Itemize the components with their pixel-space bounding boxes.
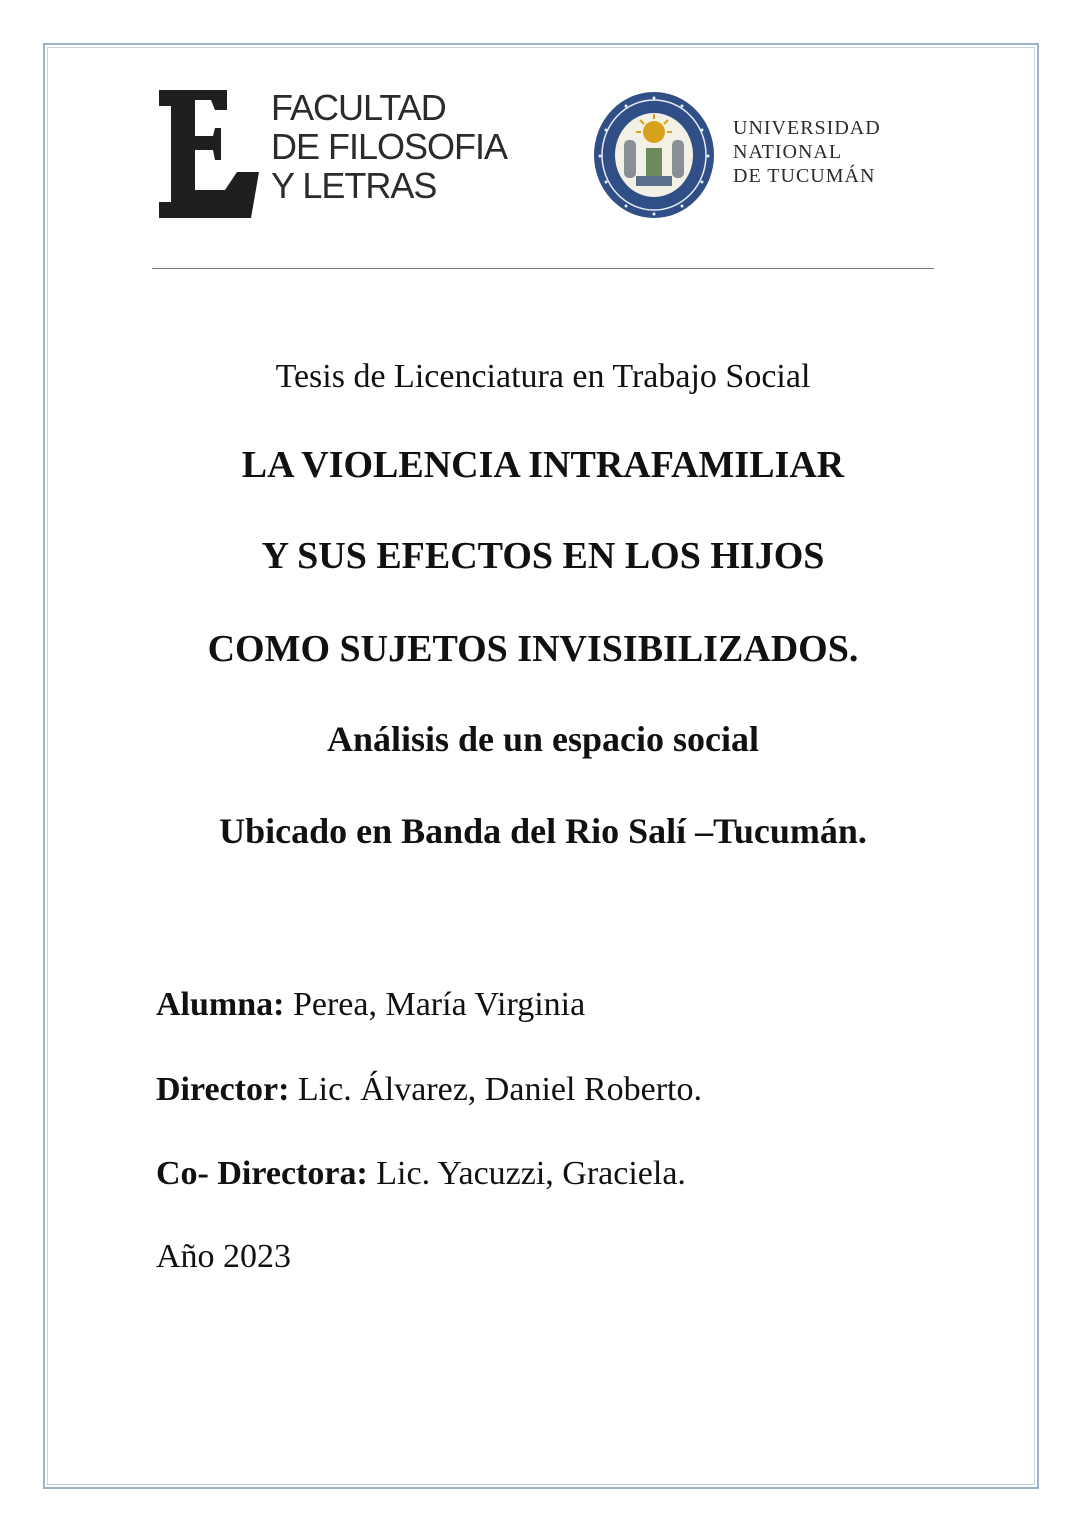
title-line-5: Ubicado en Banda del Rio Salí –Tucumán. <box>219 811 867 851</box>
title-line-1: LA VIOLENCIA INTRAFAMILIAR <box>241 444 845 486</box>
director-line <box>156 1071 702 1109</box>
thesis-subtitle: Tesis de Licenciatura en Trabajo Social <box>275 358 811 395</box>
header-divider <box>152 268 934 269</box>
university-logo-line-3: DE TUCUMÁN <box>733 165 876 187</box>
student-line <box>156 986 585 1024</box>
title-line-4: Análisis de un espacio social <box>326 719 760 759</box>
director-label: Director: <box>156 1071 290 1108</box>
faculty-logo-line-3: Y LETRAS <box>271 165 437 206</box>
faculty-logo-line-1: FACULTAD <box>271 87 446 128</box>
university-seal-icon <box>592 90 716 220</box>
faculty-logo <box>155 87 508 223</box>
title-line-3: COMO SUJETOS INVISIBILIZADOS. <box>207 628 859 670</box>
faculty-logo-text <box>271 88 507 205</box>
university-logo-text <box>733 116 881 188</box>
faculty-logo-line-2: DE FILOSOFIA <box>271 126 508 167</box>
codirector-label: Co- Directora: <box>156 1155 368 1192</box>
year-line: Año 2023 <box>156 1238 292 1275</box>
title-line-2: Y SUS EFECTOS EN LOS HIJOS <box>261 535 825 577</box>
director-name: Lic. Álvarez, Daniel Roberto. <box>289 1071 702 1108</box>
codirector-line <box>156 1155 686 1193</box>
faculty-logo-mark-icon <box>155 88 265 220</box>
university-logo-line-2: NATIONAL <box>733 141 843 163</box>
codirector-name: Lic. Yacuzzi, Graciela. <box>367 1155 686 1192</box>
student-label: Alumna: <box>156 986 285 1023</box>
university-logo-line-1: UNIVERSIDAD <box>733 117 881 139</box>
student-name: Perea, María Virginia <box>284 986 586 1023</box>
